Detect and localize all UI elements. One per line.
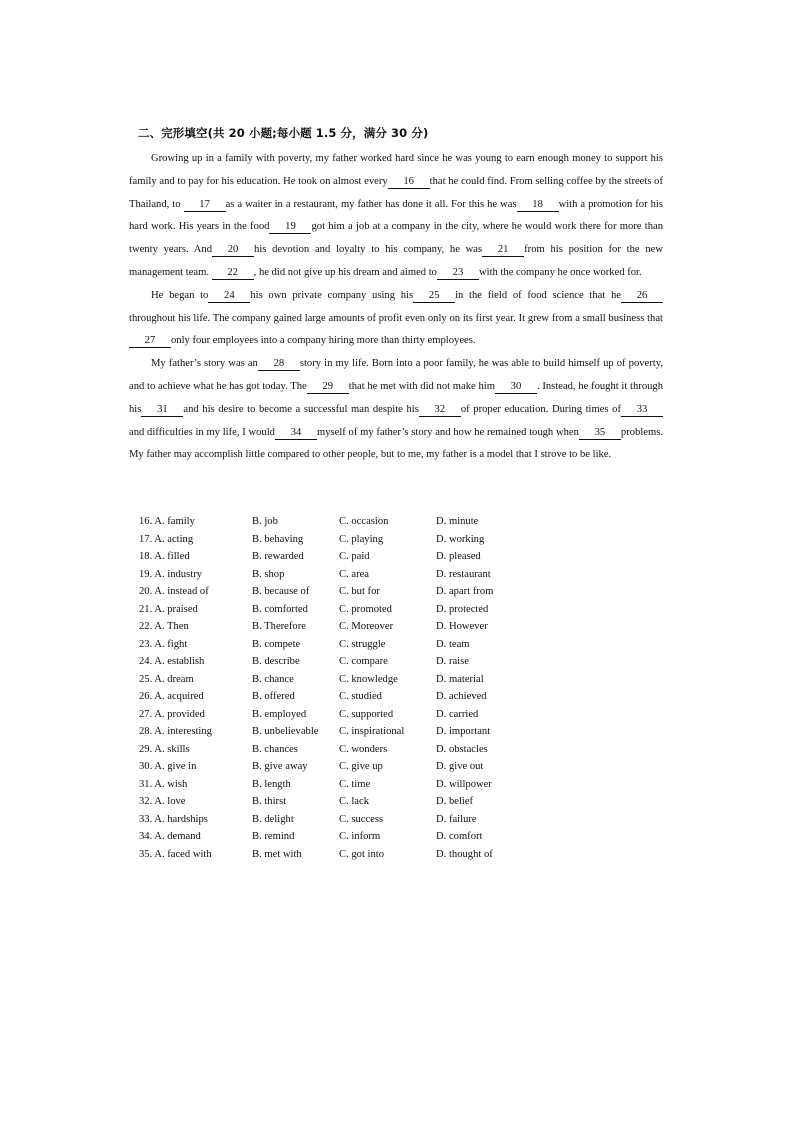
- blank-19: 19: [269, 221, 311, 234]
- blank-22: 22: [212, 267, 254, 280]
- passage-text: of proper education. During times of: [460, 403, 621, 415]
- passage-text: got him a job at a company in the city, where he would work there for more than twenty years. And: [129, 221, 663, 256]
- blank-31: 31: [141, 404, 183, 417]
- blank-27: 27: [129, 335, 171, 348]
- passage-text: his devotion and loyalty to his company, he was: [254, 244, 483, 256]
- option-b: B. Therefore: [252, 621, 306, 632]
- option-d: D. important: [436, 726, 491, 737]
- option-c: C. studied: [339, 691, 382, 702]
- passage-text: and his desire to become a successful man despite his: [183, 403, 419, 415]
- passage-paragraph-1: [129, 148, 663, 285]
- passage-text: My father’s story was an: [151, 358, 258, 370]
- option-b: B. length: [252, 778, 291, 790]
- option-b: B. chance: [252, 673, 294, 685]
- question-row: [139, 618, 559, 636]
- option-b: B. rewarded: [252, 551, 304, 562]
- option-c: C. give up: [339, 761, 383, 772]
- option-d: D. give out: [436, 761, 484, 772]
- blank-16: 16: [388, 176, 430, 189]
- option-c: C. success: [339, 813, 384, 825]
- question-row: [139, 688, 559, 706]
- option-b: B. shop: [252, 568, 285, 580]
- blank-35: 35: [579, 427, 621, 440]
- blank-33: 33: [621, 404, 663, 417]
- option-a: 27. A. provided: [139, 708, 205, 720]
- option-d: D. team: [436, 638, 470, 650]
- option-c: C. supported: [339, 708, 394, 720]
- cloze-passage: [129, 148, 663, 467]
- option-b: B. compete: [252, 638, 301, 650]
- option-c: C. but for: [339, 586, 380, 597]
- blank-30: 30: [495, 381, 537, 394]
- option-a: 26. A. acquired: [139, 691, 204, 702]
- option-a: 23. A. fight: [139, 638, 188, 650]
- passage-paragraph-2: [129, 285, 663, 353]
- passage-paragraph-3: [129, 353, 663, 467]
- option-b: B. remind: [252, 831, 295, 842]
- option-a: 29. A. skills: [139, 743, 190, 755]
- option-c: C. knowledge: [339, 673, 398, 685]
- passage-text: , he did not give up his dream and aimed to: [253, 266, 437, 278]
- option-d: D. belief: [436, 796, 474, 807]
- passage-text: as a waiter in a restaurant, my father has done it all. For this he was: [225, 198, 517, 210]
- blank-28: 28: [258, 358, 300, 371]
- option-a: 31. A. wish: [139, 778, 188, 790]
- option-a: 21. A. praised: [139, 603, 198, 615]
- option-a: 17. A. acting: [139, 533, 194, 545]
- passage-text: Growing up in a family with poverty, my father worked hard since he was young to earn enough money to support his family and to pay for his education. He took on almost every: [129, 153, 663, 187]
- passage-text: his own private company using his: [250, 289, 414, 301]
- option-c: C. struggle: [339, 638, 386, 650]
- option-a: 32. A. love: [139, 796, 186, 807]
- blank-24: 24: [208, 290, 250, 303]
- option-a: 19. A. industry: [139, 568, 202, 580]
- option-c: C. promoted: [339, 603, 392, 615]
- blank-17: 17: [184, 199, 226, 212]
- passage-text: and difficulties in my life, I would: [129, 426, 275, 438]
- option-d: D. protected: [436, 603, 489, 615]
- passage-text: with a promotion for his hard work. His years in the food: [129, 198, 663, 233]
- blank-18: 18: [517, 199, 559, 212]
- question-row: [139, 513, 559, 531]
- option-b: B. chances: [252, 743, 298, 755]
- blank-32: 32: [419, 404, 461, 417]
- question-row: [139, 653, 559, 671]
- passage-text: only four employees into a company hiring more than thirty employees.: [171, 335, 476, 347]
- option-d: D. achieved: [436, 691, 487, 702]
- option-d: D. obstacles: [436, 743, 488, 755]
- passage-text: throughout his life. The company gained large amounts of profit even only on its first year. It grew from a small business that: [129, 312, 663, 324]
- option-c: C. playing: [339, 533, 384, 545]
- option-c: C. lack: [339, 796, 370, 807]
- option-a: 20. A. instead of: [139, 586, 209, 597]
- question-row: [139, 636, 559, 654]
- option-b: B. unbelievable: [252, 726, 319, 737]
- option-d: D. working: [436, 533, 485, 545]
- option-c: C. paid: [339, 551, 370, 562]
- section-title: 二、完形填空(共 20 小题;每小题 1.5 分，满分 30 分): [138, 126, 429, 140]
- option-d: D. willpower: [436, 778, 492, 790]
- option-d: D. pleased: [436, 551, 481, 562]
- option-d: D. comfort: [436, 831, 483, 842]
- option-d: D. However: [436, 621, 488, 632]
- passage-text: with the company he once worked for.: [478, 266, 642, 278]
- option-b: B. employed: [252, 708, 307, 720]
- option-b: B. give away: [252, 761, 308, 772]
- option-d: D. thought of: [436, 848, 493, 860]
- option-c: C. got into: [339, 848, 385, 860]
- option-a: 33. A. hardships: [139, 813, 208, 825]
- option-c: C. time: [339, 778, 371, 790]
- passage-text: story in my life. Born into a poor family, he was able to build himself up of poverty, and to achieve what he has got today. The: [129, 358, 663, 392]
- passage-text: He began to: [151, 289, 209, 301]
- option-c: C. wonders: [339, 743, 388, 755]
- option-d: D. failure: [436, 813, 477, 825]
- passage-text: that he could find. From selling coffee by the streets of Thailand, to: [129, 175, 663, 210]
- question-row: [139, 601, 559, 619]
- option-a: 16. A. family: [139, 516, 195, 527]
- blank-34: 34: [275, 427, 317, 440]
- option-c: C. compare: [339, 656, 388, 667]
- option-c: C. inform: [339, 831, 381, 842]
- question-row: [139, 811, 559, 829]
- question-row: [139, 548, 559, 566]
- blank-20: 20: [212, 244, 254, 257]
- option-b: B. behaving: [252, 533, 304, 545]
- question-row: [139, 723, 559, 741]
- question-row: [139, 776, 559, 794]
- option-d: D. minute: [436, 516, 479, 527]
- option-a: 24. A. establish: [139, 656, 205, 667]
- question-row: [139, 671, 559, 689]
- question-row: [139, 741, 559, 759]
- option-b: B. delight: [252, 813, 294, 825]
- option-d: D. restaurant: [436, 568, 491, 580]
- option-a: 25. A. dream: [139, 673, 194, 685]
- option-a: 28. A. interesting: [139, 726, 212, 737]
- passage-text: in the field of food science that he: [455, 289, 622, 301]
- blank-21: 21: [482, 244, 524, 257]
- option-b: B. job: [252, 516, 278, 527]
- blank-23: 23: [437, 267, 479, 280]
- option-a: 18. A. filled: [139, 551, 190, 562]
- option-b: B. offered: [252, 691, 295, 702]
- question-row: [139, 846, 559, 864]
- option-a: 34. A. demand: [139, 831, 201, 842]
- answer-options: [139, 513, 559, 863]
- option-c: C. inspirational: [339, 726, 405, 737]
- option-b: B. because of: [252, 586, 310, 597]
- option-c: C. occasion: [339, 516, 389, 527]
- question-row: [139, 706, 559, 724]
- question-row: [139, 566, 559, 584]
- option-a: 30. A. give in: [139, 761, 197, 772]
- option-b: B. comforted: [252, 603, 308, 615]
- passage-text: myself of my father’s story and how he remained tough when: [316, 426, 579, 438]
- passage-text: . Instead, he fought it through his: [129, 380, 664, 415]
- option-d: D. material: [436, 673, 484, 685]
- question-row: [139, 828, 559, 846]
- option-a: 35. A. faced with: [139, 848, 212, 860]
- passage-text: from his position for the new management team.: [129, 244, 663, 278]
- question-row: [139, 758, 559, 776]
- passage-text: that he met with did not make him: [348, 380, 495, 392]
- option-b: B. met with: [252, 848, 302, 860]
- blank-26: 26: [621, 290, 663, 303]
- option-b: B. describe: [252, 656, 300, 667]
- option-d: D. carried: [436, 708, 479, 720]
- question-row: [139, 531, 559, 549]
- blank-25: 25: [413, 290, 455, 303]
- question-row: [139, 583, 559, 601]
- option-d: D. raise: [436, 656, 469, 667]
- blank-29: 29: [307, 381, 349, 394]
- option-c: C. area: [339, 568, 369, 580]
- option-d: D. apart from: [436, 586, 494, 597]
- passage-text: problems. My father may accomplish little compared to other people, but to me, my father is a model that I strove to be like.: [129, 426, 663, 461]
- option-c: C. Moreover: [339, 621, 394, 632]
- option-a: 22. A. Then: [139, 621, 189, 632]
- option-b: B. thirst: [252, 796, 287, 807]
- question-row: [139, 793, 559, 811]
